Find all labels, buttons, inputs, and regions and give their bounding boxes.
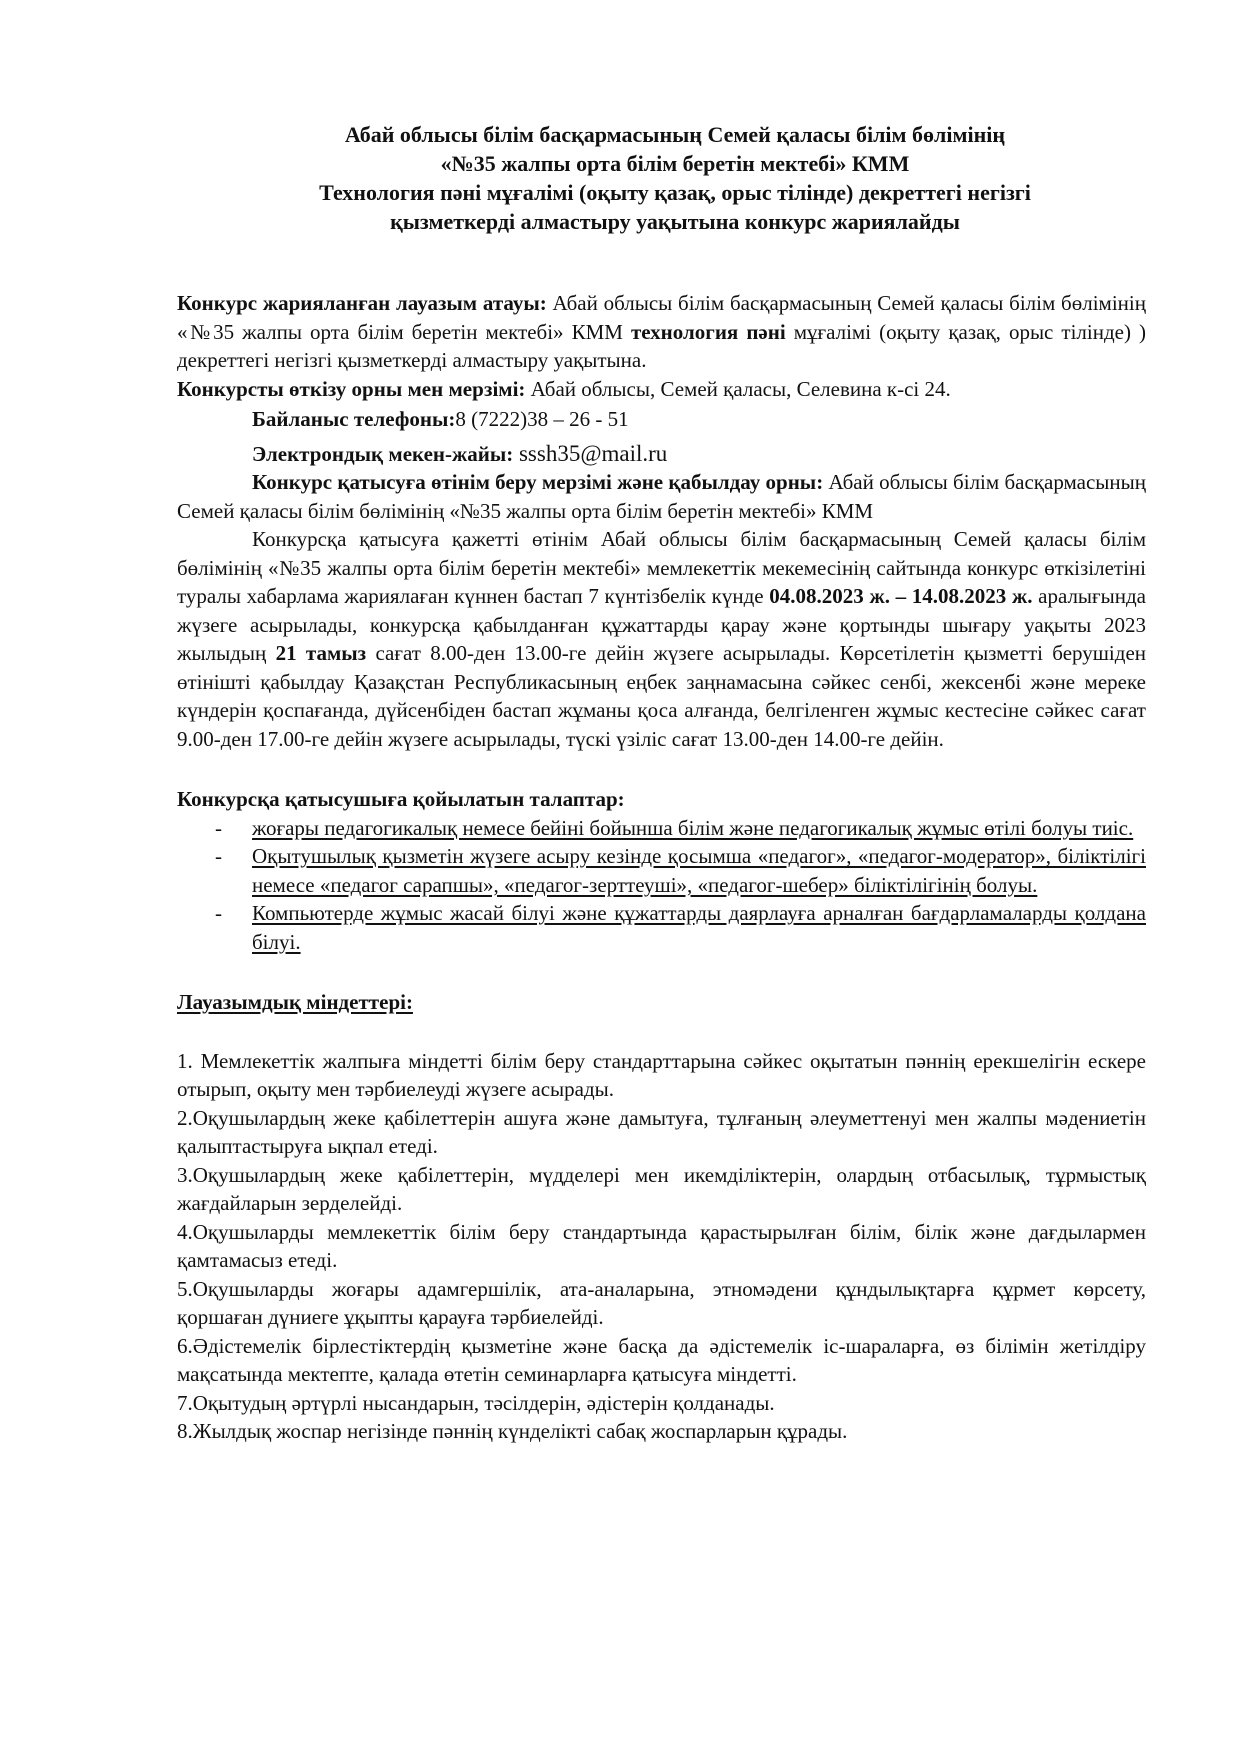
- position-subject: технология пәні: [630, 319, 786, 344]
- list-dash: -: [215, 901, 222, 925]
- requirement-text: жоғары педагогикалық немесе бейіні бойынша білім және педагогикалық жұмыс өтілі болуы тиіс.: [252, 815, 1134, 840]
- position-label: Конкурс жарияланған лауазым атауы:: [177, 291, 547, 315]
- header-line: Абай облысы білім басқармасының Семей қаласы білім бөлімінің: [344, 122, 1006, 147]
- list-item: 5.Оқушыларды жоғары адамгершілік, ата-аналарына, этномәдени құндылықтарға құрмет көрсету, қоршаған дүниеге ұқыпты қарауға тәрбиелейді.: [177, 1276, 1146, 1329]
- requirements-title: [177, 785, 1146, 814]
- duties-title: [177, 988, 1146, 1017]
- phone-label: Байланыс телефоны:: [252, 407, 456, 431]
- email-label: Электрондық мекен-жайы:: [252, 441, 514, 466]
- procedure-text: аралығында жүзеге асырылады, конкурсқа қабылданған құжаттарды қарау және қортынды шығару уақыты 2023 жылыдың: [177, 584, 1147, 665]
- list-item: 2.Оқушылардың жеке қабілеттерін ашуға және дамытуға, тұлғаның әлеуметтенуі мен жалпы мәдениетін қалыптастыруға ықпал етеді.: [177, 1105, 1146, 1158]
- procedure-text: Конкурсқа қатысуға қажетті өтінім Абай облысы білім басқармасының Семей қаласы білім бөлімінің «№35 жалпы орта білім беретін мектебі» мемлекеттік мекемесінің сайтында конкурс өткізілетіні туралы хабарлама жариялаған күннен бастап 7 күнтізбелік күнде: [177, 527, 1146, 608]
- application-text: Абай облысы білім басқармасының Семей қаласы білім бөлімінің «№35 жалпы орта білім беретін мектебі» КММ: [177, 470, 1146, 523]
- requirement-text: Оқытушылық қызметін жүзеге асыру кезінде қосымша «педагог», «педагог-модератор», біліктілігі немесе «педагог сарапшы», «педагог-зерттеуші», «педагог-шебер» біліктілігінің болуы.: [252, 844, 1146, 897]
- venue-text: Абай облысы, Семей қаласы, Селевина к-сі 24.: [525, 376, 951, 401]
- list-item: 8.Жылдық жоспар негізінде пәннің күнделікті сабақ жоспарларын құрады.: [177, 1419, 848, 1443]
- requirements-title-text: Конкурсқа қатысушыға қойылатын талаптар:: [177, 787, 625, 811]
- phone-value: 8 (7222)38 – 26 - 51: [455, 407, 629, 431]
- position-text-end: мұғалімі (оқыту қазақ, орыс тілінде) ) декреттегі негізгі қызметкерді алмастыру уақытына.: [177, 319, 1146, 372]
- list-item: 6.Әдістемелік бірлестіктердің қызметіне және басқа да әдістемелік іс-шараларға, өз білімін жетілдіру мақсатында мектепте, қалада өтетін семинарларға қатысуға міндетті.: [177, 1333, 1146, 1386]
- procedure-text: сағат 8.00-ден 13.00-ге дейін жүзеге асырылады. Көрсетілетін қызметті берушіден өтінішті қабылдау Қазақстан Республикасының еңбек заңнамасына сәйкес сенбі, жексенбі және мереке күндерін қоспағанда, дүйсенбіден бастап жұманы қоса алғанда, белгіленген жұмыс кестесіне сәйкес сағат 9.00-ден 17.00-ге дейін жүзеге асырылады, түскі үзіліс сағат 13.00-ден 14.00-ге дейін.: [177, 641, 1146, 751]
- list-dash: -: [215, 844, 222, 868]
- header-line: Технология пәні мұғалімі (оқыту қазақ, орыс тілінде) декреттегі негізгі: [319, 180, 1031, 205]
- duties-title-text: Лауазымдық міндеттері:: [177, 990, 413, 1014]
- header-line: қызметкерді алмастыру уақытына конкурс жариялайды: [390, 209, 960, 234]
- procedure-end-date: 14.08.2023 ж.: [911, 584, 1033, 608]
- list-item: 3.Оқушылардың жеке қабілеттерін, мүдделері мен икемділіктерін, олардың отбасылық, тұрмыстық жағдайларын зерделейді.: [177, 1162, 1146, 1215]
- application-paragraph: [177, 468, 1146, 525]
- position-text: Абай облысы білім басқармасының Семей қаласы білім бөлімінің «№35 жалпы орта білім беретін мектебі» КММ: [177, 291, 1146, 344]
- list-item: [177, 814, 1146, 843]
- procedure-review-date: 21 тамыз: [275, 641, 367, 665]
- procedure-paragraph: [177, 525, 1146, 753]
- list-item: 7.Оқытудың әртүрлі нысандарын, тәсілдерін, әдістерін қолданады.: [177, 1390, 775, 1415]
- list-item: [177, 899, 1146, 956]
- application-label: Конкурс қатысуға өтінім беру мерзімі және қабылдау орны:: [252, 470, 824, 494]
- procedure-dash: –: [889, 584, 912, 608]
- phone-paragraph: [177, 405, 1146, 434]
- email-value: sssh35@mail.ru: [513, 440, 668, 466]
- requirement-text: Компьютерде жұмыс жасай білуі және құжаттарды даярлауға арналған бағдарламаларды қолдана білуі.: [252, 901, 1146, 954]
- requirements-list: [177, 814, 1146, 957]
- position-paragraph: [177, 289, 1146, 375]
- list-item: 4.Оқушыларды мемлекеттік білім беру стандартында қарастырылған білім, білік және дағдылармен қамтамасыз етеді.: [177, 1219, 1146, 1272]
- document-header: [230, 120, 1120, 236]
- duties-list: [177, 1047, 1146, 1446]
- list-dash: -: [215, 815, 222, 840]
- email-paragraph: [177, 440, 1146, 469]
- header-line: «№35 жалпы орта білім беретін мектебі» КММ: [440, 151, 910, 176]
- venue-label: Конкурсты өткізу орны мен мерзімі:: [177, 376, 526, 401]
- document-body: [177, 289, 1146, 1446]
- venue-paragraph: [177, 375, 1146, 404]
- list-item: 1. Мемлекеттік жалпыға міндетті білім беру стандарттарына сәйкес оқытатын пәннің ерекшелігін ескере отырып, оқыту мен тәрбиелеуді жүзеге асырады.: [177, 1048, 1146, 1101]
- procedure-start-date: 04.08.2023 ж.: [769, 584, 890, 608]
- list-item: [177, 842, 1146, 899]
